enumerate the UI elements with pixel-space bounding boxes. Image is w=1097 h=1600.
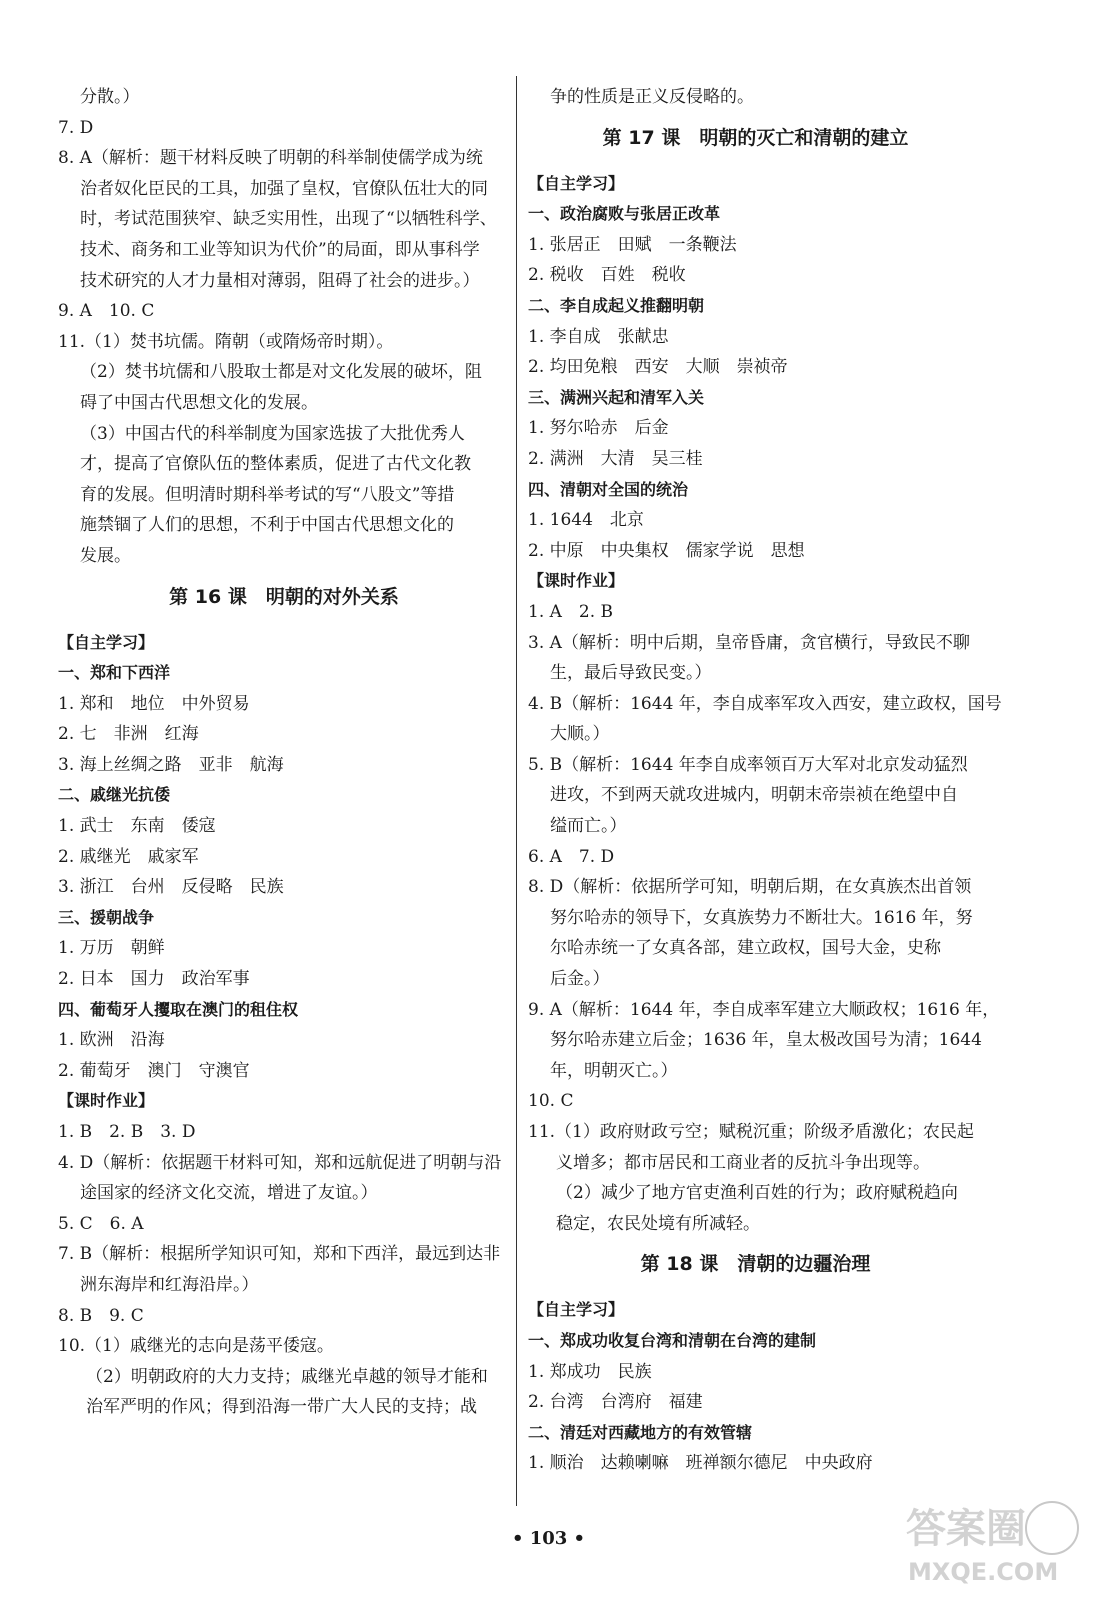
answer-line: 1. 努尔哈赤 后金 — [528, 418, 669, 439]
answer-line: 10. C — [528, 1091, 574, 1112]
lesson-title: 第 16 课 明朝的对外关系 — [169, 585, 399, 608]
answer-line: 途国家的经济文化交流，增进了友谊。） — [80, 1183, 378, 1204]
section-heading: 二、戚继光抗倭 — [58, 785, 171, 805]
page-number: • 103 • — [511, 1528, 586, 1549]
answer-line: 2. 均田免粮 西安 大顺 崇祯帝 — [528, 357, 788, 378]
answer-line: 稳定，农民处境有所减轻。 — [556, 1213, 760, 1234]
study-tag: 【自主学习】 — [528, 173, 625, 193]
answer-line: 施禁锢了人们的思想，不利于中国古代思想文化的 — [80, 515, 454, 536]
answer-line: 11.（1）焚书坑儒。隋朝（或隋炀帝时期）。 — [58, 331, 394, 352]
answer-line: 1. 欧洲 沿海 — [58, 1030, 165, 1051]
section-heading: 二、李自成起义推翻明朝 — [528, 295, 705, 315]
answer-line: 1. 李自成 张献忠 — [528, 326, 669, 347]
answer-line: 2. 满洲 大清 吴三桂 — [528, 448, 703, 469]
right-column — [528, 82, 1002, 1479]
section-heading: 一、郑和下西洋 — [58, 663, 171, 683]
answer-line: 碍了中国古代思想文化的发展。 — [80, 392, 318, 413]
answer-line: 争的性质是正义反侵略的。 — [550, 87, 754, 107]
answer-line: 1. 顺治 达赖喇嘛 班禅额尔德尼 中央政府 — [528, 1453, 873, 1474]
answer-line: 2. 戚继光 戚家军 — [58, 846, 199, 867]
answer-line: 时，考试范围狭窄、缺乏实用性，出现了“以牺牲科学、 — [80, 209, 497, 230]
answer-line: 9. A（解析：1644 年，李自成率军建立大顺政权；1616 年， — [528, 999, 1000, 1020]
answer-line: 分散。） — [80, 87, 140, 107]
lesson-title: 第 17 课 明朝的灭亡和清朝的建立 — [602, 126, 909, 149]
answer-line: （3）中国古代的科举制度为国家选拔了大批优秀人 — [80, 423, 465, 444]
answer-line: 11.（1）政府财政亏空；赋税沉重；阶级矛盾激化；农民起 — [528, 1122, 974, 1142]
answer-line: 治者奴化臣民的工具，加强了皇权，官僚队伍壮大的同 — [80, 178, 488, 199]
answer-line: 2. 税收 百姓 税收 — [528, 265, 686, 286]
answer-line: 才，提高了官僚队伍的整体素质，促进了古代文化教 — [80, 454, 471, 475]
answer-line: 3. A（解析：明中后期，皇帝昏庸，贪官横行，导致民不聊 — [528, 632, 970, 653]
answer-line: 2. 中原 中央集权 儒家学说 思想 — [528, 540, 805, 561]
answer-line: （2）焚书坑儒和八股取士都是对文化发展的破坏，阻 — [80, 362, 482, 383]
answer-line: 进攻，不到两天就攻进城内，明朝末帝崇祯在绝望中自 — [550, 785, 958, 806]
answer-line: 3. 海上丝绸之路 亚非 航海 — [58, 754, 284, 775]
answer-line: 8. B 9. C — [58, 1305, 144, 1326]
answer-line: 10.（1）戚继光的志向是荡平倭寇。 — [58, 1336, 334, 1357]
answer-line: 生，最后导致民变。） — [550, 663, 712, 684]
answer-line: 努尔哈赤的领导下，女真族势力不断壮大。1616 年，努 — [550, 907, 973, 928]
answer-line: 1. A 2. B — [528, 601, 614, 622]
answer-line: 1. 郑和 地位 中外贸易 — [58, 693, 250, 714]
answer-line: 8. A（解析：题干材料反映了明朝的科举制使儒学成为统 — [58, 148, 483, 169]
answer-line: 技术、商务和工业等知识为代价”的局面，即从事科学 — [80, 239, 480, 260]
section-heading: 四、葡萄牙人攫取在澳门的租住权 — [58, 999, 299, 1019]
answer-line: 1. 万历 朝鲜 — [58, 938, 165, 959]
watermark-url: MXQE.COM — [908, 1558, 1059, 1586]
answer-line: 年，明朝灭亡。） — [550, 1060, 678, 1081]
answer-line: 义增多；都市居民和工商业者的反抗斗争出现等。 — [556, 1152, 930, 1173]
answer-line: 7. B（解析：根据所学知识可知，郑和下西洋，最远到达非 — [58, 1244, 501, 1265]
answer-line: 1. 1644 北京 — [528, 510, 644, 531]
answer-line: 技术研究的人才力量相对薄弱，阻碍了社会的进步。） — [80, 270, 480, 291]
section-heading: 一、政治腐败与张居正改革 — [528, 204, 721, 224]
answer-line: 8. D（解析：依据所学可知，明朝后期，在女真族杰出首领 — [528, 877, 972, 898]
answer-line: 治军严明的作风；得到沿海一带广大人民的支持；战 — [86, 1397, 477, 1418]
answer-line: 7. D — [58, 117, 94, 138]
section-heading: 三、援朝战争 — [58, 907, 155, 927]
answer-line: 缢而亡。） — [550, 816, 627, 837]
answer-line: 大顺。） — [550, 724, 610, 745]
answer-line: 1. 郑成功 民族 — [528, 1361, 652, 1382]
study-tag: 【课时作业】 — [58, 1091, 155, 1111]
section-heading: 四、清朝对全国的统治 — [528, 479, 689, 499]
answer-line: 2. 台湾 台湾府 福建 — [528, 1392, 703, 1413]
answer-line: 4. B（解析：1644 年，李自成率军攻入西安，建立政权，国号 — [528, 693, 1002, 714]
watermark-logo — [900, 1490, 1085, 1590]
answer-line: 1. B 2. B 3. D — [58, 1122, 196, 1142]
column-divider — [516, 76, 517, 1506]
answer-line: 1. 武士 东南 倭寇 — [58, 816, 216, 837]
answer-line: 6. A 7. D — [528, 846, 615, 867]
answer-line: 发展。 — [80, 545, 131, 566]
section-heading: 三、满洲兴起和清军入关 — [528, 387, 705, 407]
lesson-title: 第 18 课 清朝的边疆治理 — [640, 1253, 871, 1276]
answer-line: 1. 张居正 田赋 一条鞭法 — [528, 234, 737, 255]
answer-line: 洲东海岸和红海沿岸。） — [80, 1274, 259, 1295]
answer-line: 育的发展。但明清时期科举考试的写“八股文”等措 — [80, 484, 455, 505]
answer-line: 5. B（解析：1644 年李自成率领百万大军对北京发动猛烈 — [528, 754, 968, 775]
answer-line: 后金。） — [550, 969, 610, 990]
answer-line: 3. 浙江 台州 反侵略 民族 — [58, 877, 284, 898]
answer-line: 2. 日本 国力 政治军事 — [58, 969, 250, 990]
study-tag: 【自主学习】 — [528, 1300, 625, 1320]
section-heading: 一、郑成功收复台湾和清朝在台湾的建制 — [528, 1330, 817, 1350]
answer-line: （2）明朝政府的大力支持；戚继光卓越的领导才能和 — [86, 1366, 488, 1387]
answer-line: 尔哈赤统一了女真各部，建立政权，国号大金，史称 — [550, 938, 941, 959]
left-column — [58, 82, 510, 1423]
section-heading: 二、清廷对西藏地方的有效管辖 — [528, 1422, 753, 1442]
study-tag: 【自主学习】 — [58, 632, 155, 652]
answer-line: 2. 葡萄牙 澳门 守澳官 — [58, 1060, 250, 1081]
study-tag: 【课时作业】 — [528, 571, 625, 591]
answer-line: 9. A 10. C — [58, 301, 155, 322]
answer-line: （2）减少了地方官吏渔利百姓的行为；政府赋税趋向 — [556, 1183, 958, 1204]
answer-line: 2. 七 非洲 红海 — [58, 724, 199, 745]
answer-line: 努尔哈赤建立后金；1636 年，皇太极改国号为清；1644 — [550, 1030, 982, 1051]
answer-line: 5. C 6. A — [58, 1213, 144, 1234]
watermark-text: 答案圈 — [906, 1506, 1026, 1552]
answer-line: 4. D（解析：依据题干材料可知，郑和远航促进了明朝与沿 — [58, 1152, 502, 1173]
